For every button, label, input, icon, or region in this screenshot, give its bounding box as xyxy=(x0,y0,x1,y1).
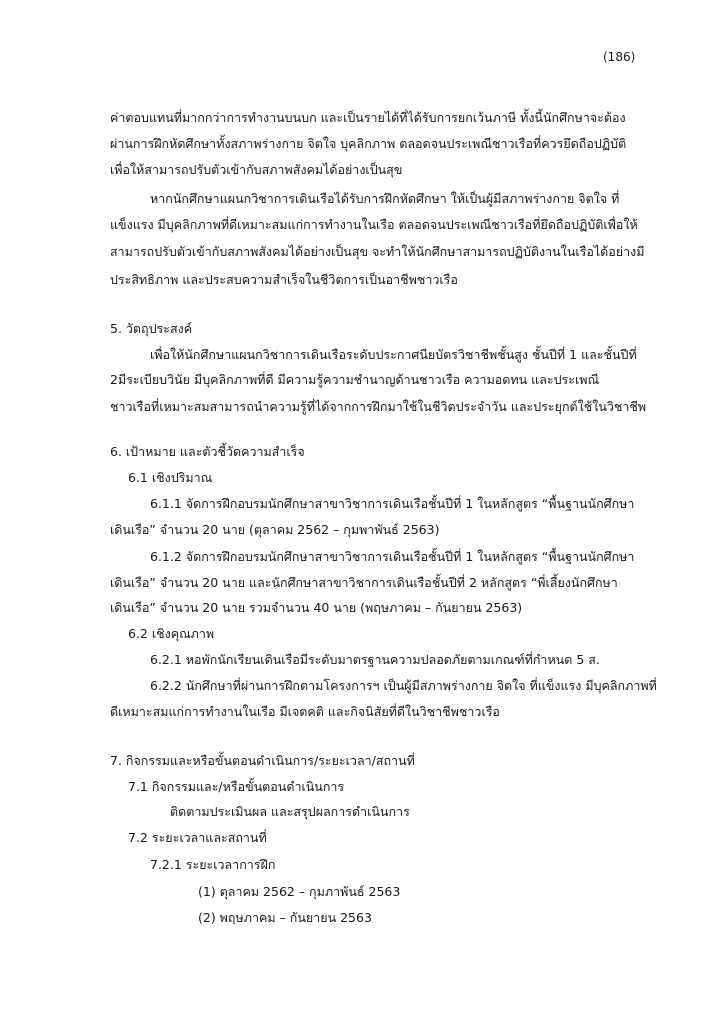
body-line: 6.2.1 หอพักนักเรียนเดินเรือมีระดับมาตรฐานความปลอดภัยตามเกณฑ์ที่กำหนด 5 ส. xyxy=(150,652,600,667)
list-item: (1) ตุลาคม 2562 – กุมภาพันธ์ 2563 xyxy=(198,884,401,899)
subsection-heading: 6.2 เชิงคุณภาพ xyxy=(128,626,215,641)
body-line: 6.1.1 จัดการฝึกอบรมนักศึกษาสาขาวิชาการเดินเรือชั้นปีที่ 1 ในหลักสูตร “พื้นฐานนักศึกษา xyxy=(150,496,635,511)
body-line: ค่าตอบแทนที่มากกว่าการทำงานบนบก และเป็นรายได้ที่ได้รับการยกเว้นภาษี ทั้งนี้นักศึกษาจะต้อง xyxy=(110,110,626,125)
body-line: ชาวเรือที่เหมาะสมสามารถนำความรู้ที่ได้จากการฝึกมาใช้ในชีวิตประจำวัน และประยุกต์ใช้ในวิชาชีพ xyxy=(110,399,647,414)
body-line: 2มีระเบียบวินัย มีบุคลิกภาพที่ดี มีความรู้ความชำนาญด้านชาวเรือ ความอดทน และประเพณี xyxy=(110,372,600,387)
body-line: เดินเรือ” จำนวน 20 นาย รวมจำนวน 40 นาย (พฤษภาคม – กันยายน 2563) xyxy=(110,600,523,615)
body-line: สามารถปรับตัวเข้ากับสภาพสังคมได้อย่างเป็นสุข จะทำให้นักศึกษาสามารถปฏิบัติงานในเรือได้อย่างมี xyxy=(110,244,645,259)
body-line: 6.1.2 จัดการฝึกอบรมนักศึกษาสาขาวิชาการเดินเรือชั้นปีที่ 1 ในหลักสูตร “พื้นฐานนักศึกษา xyxy=(150,549,635,564)
body-line: ดีเหมาะสมแก่การทำงานในเรือ มีเจตคติ และกิจนิสัยที่ดีในวิชาชีพชาวเรือ xyxy=(110,704,500,719)
body-line: ประสิทธิภาพ และประสบความสำเร็จในชีวิตการเป็นอาชีพชาวเรือ xyxy=(110,272,458,287)
list-item: (2) พฤษภาคม – กันยายน 2563 xyxy=(198,910,372,925)
subsection-heading: 6.1 เชิงปริมาณ xyxy=(128,470,213,485)
subsection-heading: 7.2.1 ระยะเวลาการฝึก xyxy=(150,857,276,872)
body-line: 6.2.2 นักศึกษาที่ผ่านการฝึกตามโครงการฯ เป็นผู้มีสภาพร่างกาย จิตใจ ที่แข็งแรง มีบุคลิกภาพที่ xyxy=(150,678,657,693)
section-heading: 7. กิจกรรมและหรือขั้นตอนดำเนินการ/ระยะเวลา/สถานที่ xyxy=(110,753,415,768)
body-line: หากนักศึกษาแผนกวิชาการเดินเรือได้รับการฝึกหัดศึกษา ให้เป็นผู้มีสภาพร่างกาย จิตใจ ที่ xyxy=(150,191,620,206)
page-number: (186) xyxy=(603,50,636,64)
body-line: เดินเรือ” จำนวน 20 นาย (ตุลาคม 2562 – กุมพาพันธ์ 2563) xyxy=(110,522,440,537)
body-line: เพื่อให้สามารถปรับตัวเข้ากับสภาพสังคมได้อย่างเป็นสุข xyxy=(110,162,403,177)
body-line: ติดตามประเมินผล และสรุปผลการดำเนินการ xyxy=(170,804,410,819)
body-line: เดินเรือ” จำนวน 20 นาย และนักศึกษาสาขาวิชาการเดินเรือชั้นปีที่ 2 หลักสูตร “พี่เลี้ยงนักศึกษา xyxy=(110,575,618,590)
body-line: แข็งแรง มีบุคลิกภาพที่ดีเหมาะสมแก่การทำงานในเรือ ตลอดจนประเพณีชาวเรือที่ยึดถือปฏิบัติเพื่อให้ xyxy=(110,217,638,232)
subsection-heading: 7.1 กิจกรรมและ/หรือขั้นตอนดำเนินการ xyxy=(128,779,345,794)
section-heading: 6. เป้าหมาย และตัวชี้วัดความสำเร็จ xyxy=(110,444,305,459)
subsection-heading: 7.2 ระยะเวลาและสถานที่ xyxy=(128,830,267,845)
body-line: ผ่านการฝึกหัดศึกษาทั้งสภาพร่างกาย จิตใจ บุคลิกภาพ ตลอดจนประเพณีชาวเรือที่ควรยึดถือปฏิบัติ xyxy=(110,136,627,151)
body-line: เพื่อให้นักศึกษาแผนกวิชาการเดินเรือระดับประกาศนียบัตรวิชาชีพชั้นสูง ชั้นปีที่ 1 และชั้นปีที่ xyxy=(150,347,637,362)
section-heading: 5. วัตถุประสงค์ xyxy=(110,321,193,336)
